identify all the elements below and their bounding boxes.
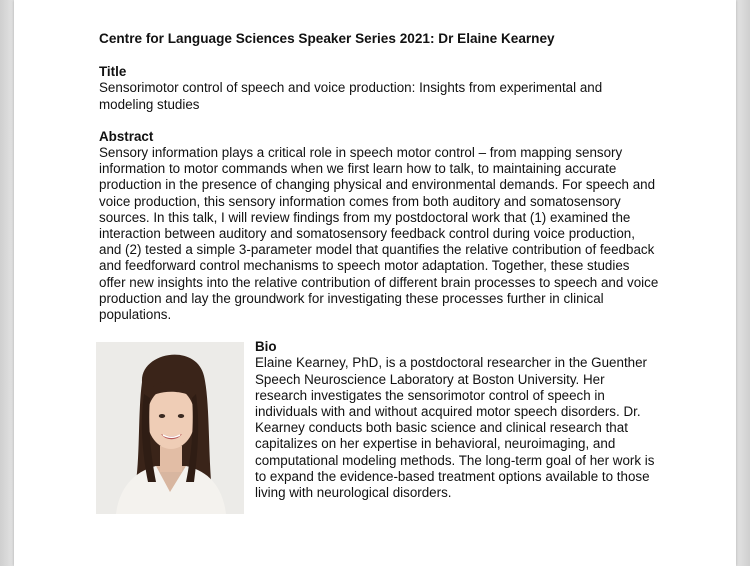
bio-section [99, 339, 659, 519]
speaker-photo [96, 342, 244, 514]
document-title: Centre for Language Sciences Speaker Series 2021: Dr Elaine Kearney [99, 31, 555, 46]
document-content [99, 31, 659, 519]
document-page [14, 0, 736, 566]
bio-text: Elaine Kearney, PhD, is a postdoctoral researcher in the Guenther Speech Neuroscience Laboratory at Boston University. Her research investigates the sensorimotor control of speech in individuals with and without acquired motor speech disorders. Dr. Kearney conducts both basic science and clinical research that capitalizes on her expertise in behavioral, neuroimaging, and computational modeling methods. The long-term goal of her work is to expand the evidence-based treatment options available to those living with neurological disorders. [255, 355, 655, 501]
bio-heading: Bio [255, 339, 277, 355]
speaker-portrait-illustration [96, 342, 244, 514]
abstract-text: Sensory information plays a critical role in speech motor control – from mapping sensory information to motor commands when we first learn how to talk, to maintaining accurate production in the presence of changing physical and environmental demands. For speech and voice production, this sensory information comes from both auditory and somatosensory sources. In this talk, I will review findings from my postdoctoral work that (1) examined the interaction between auditory and somatosensory feedback control during voice production, and (2) tested a simple 3-parameter model that quantifies the relative contribution of feedback and feedforward control mechanisms to speech motor adaptation. Together, these studies offer new insights into the relative contribution of different brain processes to speech and voice production and lay the groundwork for investigating these processes further in clinical populations. [99, 145, 659, 323]
title-section [99, 64, 659, 113]
talk-title-text: Sensorimotor control of speech and voice production: Insights from experimental and modeling studies [99, 80, 603, 112]
title-heading: Title [99, 64, 127, 80]
abstract-section [99, 129, 659, 323]
abstract-heading: Abstract [99, 128, 154, 144]
bio-text-block [255, 339, 655, 501]
